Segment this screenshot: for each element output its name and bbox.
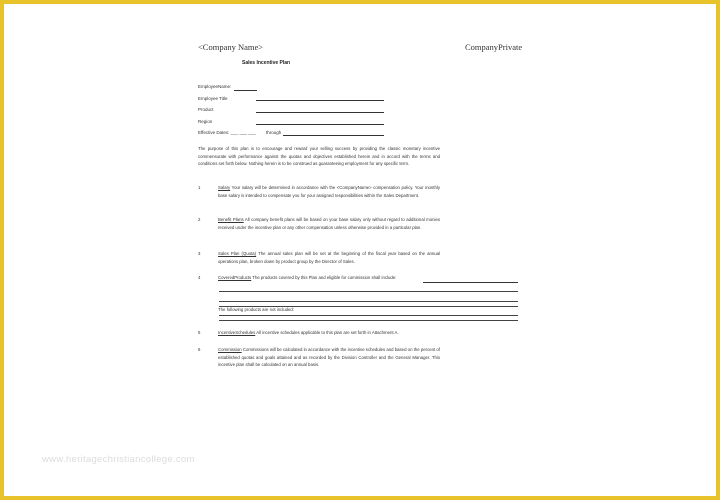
effective-dates-label: Effective Dates: ___ ___ ___ [198,130,256,135]
section-text: Your salary will be determined in accordance with the <CompanyName> compensation policy. Your monthly base salary is intended to compensate you for your assigned responsibilities within the Sales Department. [218,185,440,198]
excluded-products-rule [219,315,518,316]
section-number: 6 [198,347,201,352]
through-label: through [266,130,282,135]
document-page [4,4,716,496]
product-line [256,112,384,113]
intro-paragraph: The purpose of this plan is to encourage and reward your selling success by providing the classic monetary incentive commensurate with performance against the quotas and objectives established herein and in accord with the terms and conditions set forth below. Nothing herein is to be construed as guaranteeing employment for any specific term. [198,146,440,167]
section-number: 5 [198,330,201,335]
section-text: All incentive schedules applicable to this plan are set forth in Attachment A. [255,330,399,335]
section-number: 1 [198,185,201,190]
employee-title-label: Employee Title [198,96,228,101]
section-heading: Benefit Plans [218,217,244,222]
section-number: 2 [198,217,201,222]
section-text: All company benefit plans will be based on your base salary only without regard to additional monies received under the incentive plan or any other compensation unless otherwise provided in a particular plan. [218,217,440,230]
section-heading: CoveredProducts [218,275,252,280]
section-number: 4 [198,275,201,280]
through-line [283,135,384,136]
section-number: 3 [198,251,201,256]
watermark: www.heritagechristiancollege.com [42,454,195,465]
section-text: The products covered by this Plan and eligible for commission shall include: [251,275,397,280]
covered-products-rule [219,291,518,292]
employee-title-line [256,100,384,101]
section-heading: Commission [218,347,242,352]
covered-products-line [423,282,518,283]
section-heading: Sales Plan (Quota) [218,251,257,256]
company-name: <Company Name> [198,42,264,52]
company-private-label: CompanyPrivate [465,42,523,52]
region-line [256,124,384,125]
excluded-products-rule [219,320,518,321]
section-heading: IncentiveSchedules [218,330,256,335]
covered-products-rule [219,301,518,302]
section-text: Commissions will be calculated in accordance with the incentive schedules and based on the percent of established quotas and goals attained and as recorded by the Division Controller and the General Manager. This incentive plan shall be calculated on an annual basis. [218,347,440,368]
excluded-products-text: The following products are not included: [218,307,294,312]
document-title: Sales Incentive Plan [242,60,291,66]
section-heading: Salary [218,185,231,190]
region-label: Region [198,119,213,124]
product-label: Product [198,107,214,112]
employee-name-line [234,90,257,91]
excluded-products-label [218,306,418,314]
employee-name-label: EmployeeName: [198,84,232,89]
section-text: The annual sales plan will be set at the beginning of the fiscal year based on the annual operations plan, broken down by product group by the Director of Sales. [218,251,440,264]
